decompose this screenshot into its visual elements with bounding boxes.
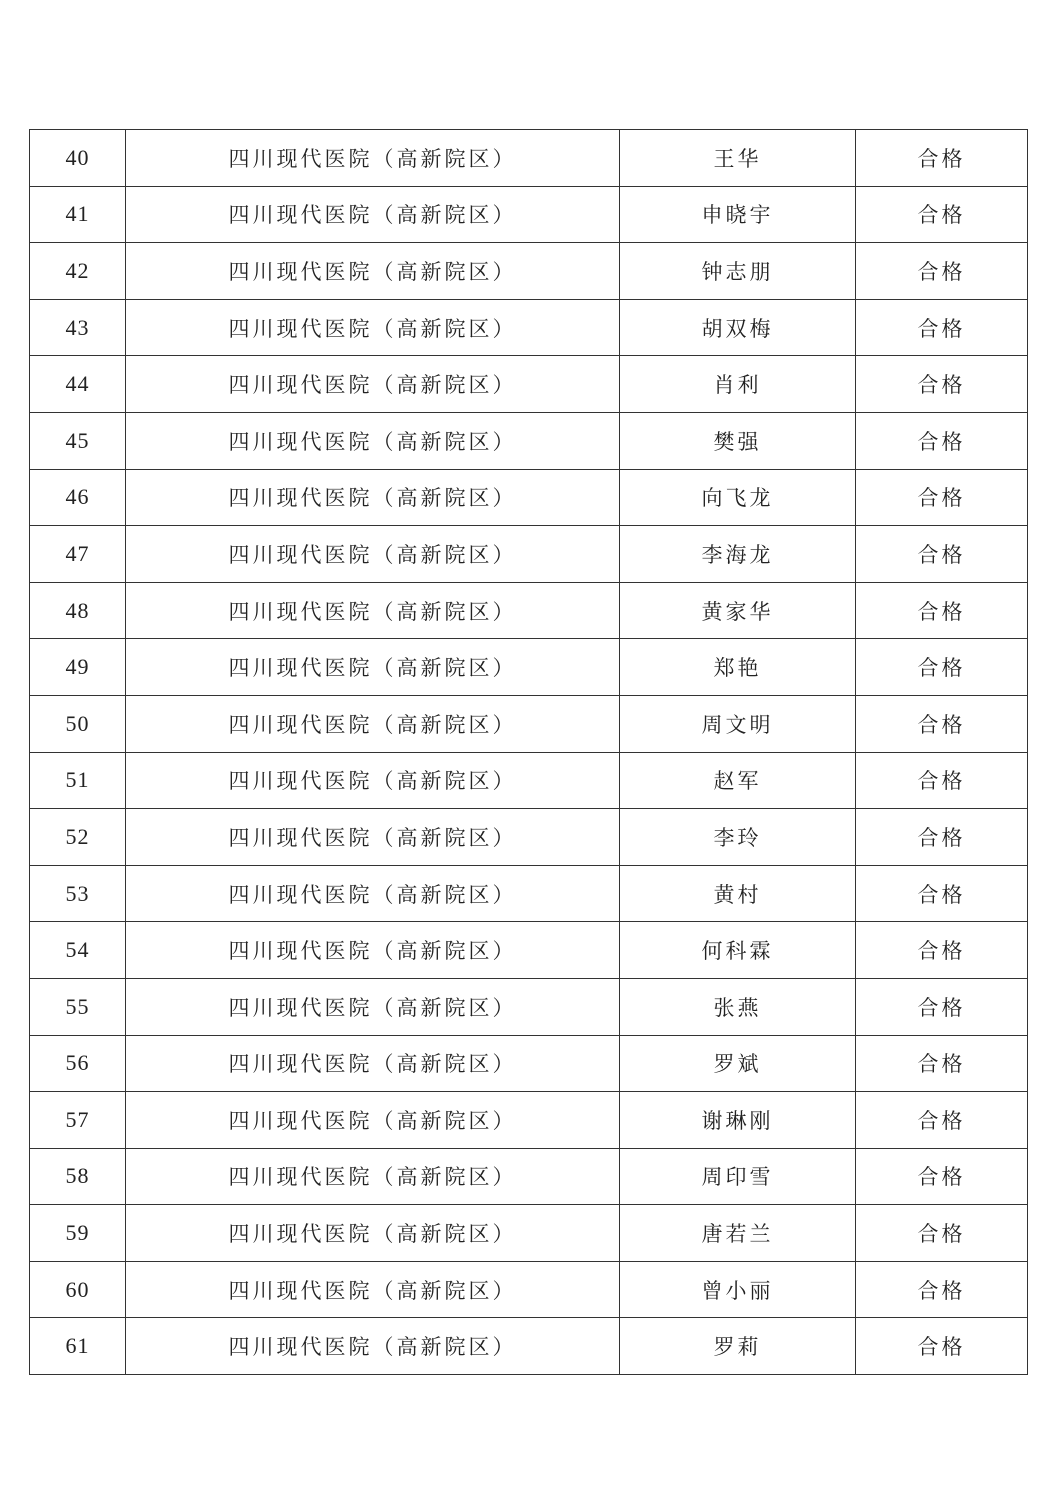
result-cell: 合格 (856, 752, 1028, 809)
name-cell: 肖利 (620, 356, 856, 413)
name-cell: 赵军 (620, 752, 856, 809)
table-row (30, 1148, 1028, 1205)
name-cell: 周文明 (620, 695, 856, 752)
table-row (30, 1318, 1028, 1375)
table-row (30, 469, 1028, 526)
table-row (30, 1092, 1028, 1149)
result-cell: 合格 (856, 412, 1028, 469)
unit-cell: 四川现代医院（高新院区） (126, 1205, 620, 1262)
result-cell: 合格 (856, 865, 1028, 922)
name-cell: 罗斌 (620, 1035, 856, 1092)
name-cell: 何科霖 (620, 922, 856, 979)
results-table-body (30, 130, 1028, 1375)
name-cell: 罗莉 (620, 1318, 856, 1375)
name-cell: 樊强 (620, 412, 856, 469)
result-cell: 合格 (856, 299, 1028, 356)
result-cell: 合格 (856, 186, 1028, 243)
table-row (30, 412, 1028, 469)
row-number-cell: 40 (30, 130, 126, 187)
results-table (29, 129, 1028, 1375)
name-cell: 周印雪 (620, 1148, 856, 1205)
name-cell: 黄家华 (620, 582, 856, 639)
name-cell: 申晓宇 (620, 186, 856, 243)
unit-cell: 四川现代医院（高新院区） (126, 582, 620, 639)
row-number-cell: 49 (30, 639, 126, 696)
result-cell: 合格 (856, 582, 1028, 639)
row-number-cell: 51 (30, 752, 126, 809)
name-cell: 张燕 (620, 978, 856, 1035)
unit-cell: 四川现代医院（高新院区） (126, 412, 620, 469)
name-cell: 钟志朋 (620, 243, 856, 300)
result-cell: 合格 (856, 809, 1028, 866)
name-cell: 曾小丽 (620, 1261, 856, 1318)
result-cell: 合格 (856, 978, 1028, 1035)
name-cell: 向飞龙 (620, 469, 856, 526)
unit-cell: 四川现代医院（高新院区） (126, 1092, 620, 1149)
row-number-cell: 58 (30, 1148, 126, 1205)
result-cell: 合格 (856, 695, 1028, 752)
table-row (30, 130, 1028, 187)
unit-cell: 四川现代医院（高新院区） (126, 752, 620, 809)
name-cell: 王华 (620, 130, 856, 187)
unit-cell: 四川现代医院（高新院区） (126, 469, 620, 526)
result-cell: 合格 (856, 130, 1028, 187)
result-cell: 合格 (856, 922, 1028, 979)
row-number-cell: 61 (30, 1318, 126, 1375)
table-row (30, 922, 1028, 979)
row-number-cell: 48 (30, 582, 126, 639)
row-number-cell: 52 (30, 809, 126, 866)
row-number-cell: 56 (30, 1035, 126, 1092)
unit-cell: 四川现代医院（高新院区） (126, 130, 620, 187)
result-cell: 合格 (856, 1205, 1028, 1262)
unit-cell: 四川现代医院（高新院区） (126, 1148, 620, 1205)
table-row (30, 1205, 1028, 1262)
row-number-cell: 46 (30, 469, 126, 526)
row-number-cell: 50 (30, 695, 126, 752)
table-row (30, 1035, 1028, 1092)
table-row (30, 526, 1028, 583)
table-row (30, 582, 1028, 639)
name-cell: 郑艳 (620, 639, 856, 696)
unit-cell: 四川现代医院（高新院区） (126, 639, 620, 696)
result-cell: 合格 (856, 1318, 1028, 1375)
row-number-cell: 54 (30, 922, 126, 979)
name-cell: 胡双梅 (620, 299, 856, 356)
table-row (30, 1261, 1028, 1318)
row-number-cell: 45 (30, 412, 126, 469)
result-cell: 合格 (856, 1148, 1028, 1205)
table-row (30, 243, 1028, 300)
unit-cell: 四川现代医院（高新院区） (126, 1035, 620, 1092)
result-cell: 合格 (856, 526, 1028, 583)
row-number-cell: 57 (30, 1092, 126, 1149)
row-number-cell: 59 (30, 1205, 126, 1262)
row-number-cell: 41 (30, 186, 126, 243)
table-row (30, 978, 1028, 1035)
unit-cell: 四川现代医院（高新院区） (126, 922, 620, 979)
table-row (30, 299, 1028, 356)
name-cell: 谢琳刚 (620, 1092, 856, 1149)
unit-cell: 四川现代医院（高新院区） (126, 695, 620, 752)
unit-cell: 四川现代医院（高新院区） (126, 1318, 620, 1375)
table-row (30, 752, 1028, 809)
name-cell: 李玲 (620, 809, 856, 866)
table-row (30, 865, 1028, 922)
row-number-cell: 44 (30, 356, 126, 413)
table-row (30, 356, 1028, 413)
table-row (30, 639, 1028, 696)
unit-cell: 四川现代医院（高新院区） (126, 186, 620, 243)
unit-cell: 四川现代医院（高新院区） (126, 356, 620, 413)
row-number-cell: 42 (30, 243, 126, 300)
name-cell: 唐若兰 (620, 1205, 856, 1262)
row-number-cell: 53 (30, 865, 126, 922)
table-row (30, 695, 1028, 752)
result-cell: 合格 (856, 469, 1028, 526)
result-cell: 合格 (856, 1261, 1028, 1318)
unit-cell: 四川现代医院（高新院区） (126, 243, 620, 300)
table-row (30, 809, 1028, 866)
row-number-cell: 55 (30, 978, 126, 1035)
result-cell: 合格 (856, 243, 1028, 300)
result-cell: 合格 (856, 1092, 1028, 1149)
result-cell: 合格 (856, 356, 1028, 413)
name-cell: 黄村 (620, 865, 856, 922)
unit-cell: 四川现代医院（高新院区） (126, 865, 620, 922)
unit-cell: 四川现代医院（高新院区） (126, 299, 620, 356)
unit-cell: 四川现代医院（高新院区） (126, 1261, 620, 1318)
unit-cell: 四川现代医院（高新院区） (126, 978, 620, 1035)
row-number-cell: 43 (30, 299, 126, 356)
name-cell: 李海龙 (620, 526, 856, 583)
result-cell: 合格 (856, 1035, 1028, 1092)
result-cell: 合格 (856, 639, 1028, 696)
row-number-cell: 47 (30, 526, 126, 583)
row-number-cell: 60 (30, 1261, 126, 1318)
table-row (30, 186, 1028, 243)
unit-cell: 四川现代医院（高新院区） (126, 526, 620, 583)
unit-cell: 四川现代医院（高新院区） (126, 809, 620, 866)
